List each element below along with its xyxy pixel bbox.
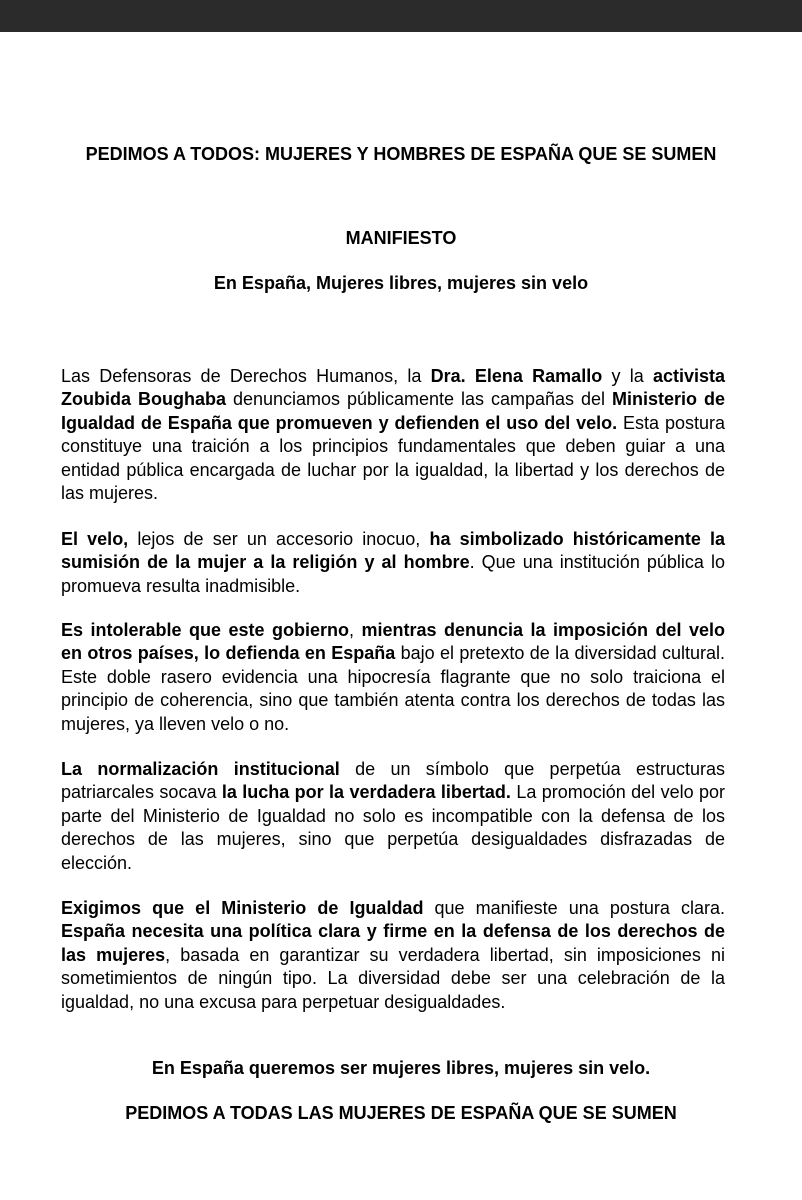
closing-call: PEDIMOS A TODAS LAS MUJERES DE ESPAÑA QUE SE SUMEN (125, 1103, 677, 1123)
paragraph-text: Es intolerable que este gobierno, mientras denuncia la imposición del velo en otros países, lo defienda en España bajo el pretexto de la diversidad cultural. Este doble rasero evidencia una hipocresía flagrante que no solo traiciona el principio de coherencia, sino que también atenta contra los derechos de todas las mujeres, ya lleven velo o no. (61, 620, 725, 734)
manifesto-title: MANIFIESTO (345, 228, 457, 248)
paragraph-text: El velo, lejos de ser un accesorio inocuo, ha simbolizado históricamente la sumisión de la mujer a la religión y al hombre. Que una institución pública lo promueva resulta inadmisible. (61, 529, 725, 596)
paragraph-1 (61, 365, 725, 505)
paragraph-2 (61, 528, 725, 598)
paragraph-text: La normalización institucional de un símbolo que perpetúa estructuras patriarcales socava la lucha por la verdadera libertad. La promoción del velo por parte del Ministerio de Igualdad no solo es incompatible con la defensa de los derechos de las mujeres, sino que perpetúa desigualdades disfrazadas de elección. (61, 759, 725, 873)
paragraph-3 (61, 619, 725, 736)
manifesto-subtitle: En España, Mujeres libres, mujeres sin velo (213, 273, 589, 293)
paragraph-4 (61, 758, 725, 875)
paragraph-5 (61, 897, 725, 1014)
paragraph-text: Exigimos que el Ministerio de Igualdad que manifieste una postura clara. España necesita una política clara y firme en la defensa de los derechos de las mujeres, basada en garantizar su verdadera libertad, sin imposiciones ni sometimientos de ningún tipo. La diversidad debe ser una celebración de la igualdad, no una excusa para perpetuar desigualdades. (61, 898, 726, 1012)
closing-line: En España queremos ser mujeres libres, mujeres sin velo. (151, 1058, 651, 1078)
top-bar (0, 0, 802, 32)
paragraph-text: Las Defensoras de Derechos Humanos, la Dra. Elena Ramallo y la activista Zoubida Boughaba denunciamos públicamente las campañas del Ministerio de Igualdad de España que promueven y defienden el uso del velo. Esta postura constituye una traición a los principios fundamentales que deben guiar a una entidad pública encargada de luchar por la igualdad, la libertad y los derechos de las mujeres. (61, 366, 726, 504)
header-call: PEDIMOS A TODOS: MUJERES Y HOMBRES DE ESPAÑA QUE SE SUMEN (85, 144, 717, 164)
